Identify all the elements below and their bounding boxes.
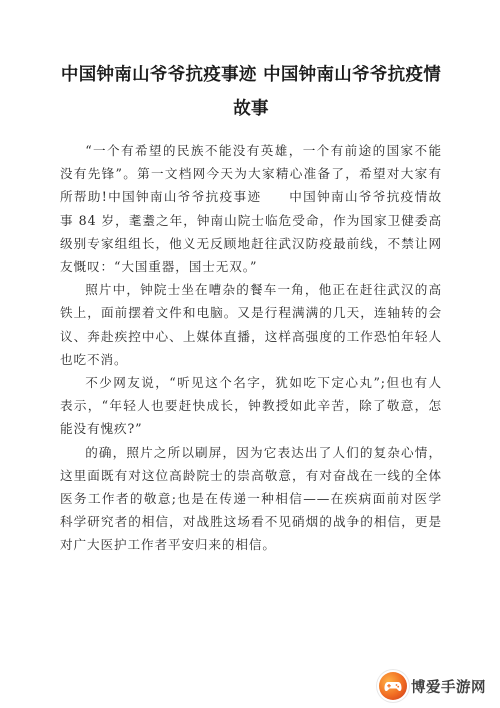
document-body	[60, 139, 442, 557]
paragraph: “一个有希望的民族不能没有英雄，一个有前途的国家不能没有先锋”。第一文档网今天为大家精心准备了，希望对大家有所帮助!中国钟南山爷爷抗疫事迹 中国钟南山爷爷抗疫情故事 84 岁，耄耋之年，钟南山院士临危受命，作为国家卫健委高级别专家组组长，他义无反顾地赶往武汉防疫最前线，不禁让网友慨叹：“大国重器，国士无双。”	[60, 143, 442, 275]
document-title: 中国钟南山爷爷抗疫事迹 中国钟南山爷爷抗疫情故事	[60, 65, 442, 119]
paragraph: 不少网友说，“听见这个名字，犹如吃下定心丸”;但也有人表示，“年轻人也要赶快成长，钟教授如此辛苦，除了敬意，怎能没有愧疚?”	[60, 375, 442, 437]
paragraph: 的确，照片之所以刷屏，因为它表达出了人们的复杂心情，这里面既有对这位高龄院士的崇高敬意，有对奋战在一线的全体医务工作者的敬意;也是在传递一种相信——在疾病面前对医学科学研究者的相信，对战胜这场看不见硝烟的战争的相信，更是对广大医护工作者平安归来的相信。	[60, 444, 442, 553]
game-controller-icon	[379, 672, 407, 700]
watermark-text: 博爱手游网	[411, 679, 486, 696]
paragraph: 照片中，钟院士坐在嘈杂的餐车一角，他正在赶往武汉的高铁上，面前摆着文件和电脑。又是行程满满的几天，连轴转的会议、奔赴疾控中心、上媒体直播，这样高强度的工作恐怕年轻人也吃不消。	[60, 282, 442, 367]
site-watermark	[379, 672, 486, 700]
